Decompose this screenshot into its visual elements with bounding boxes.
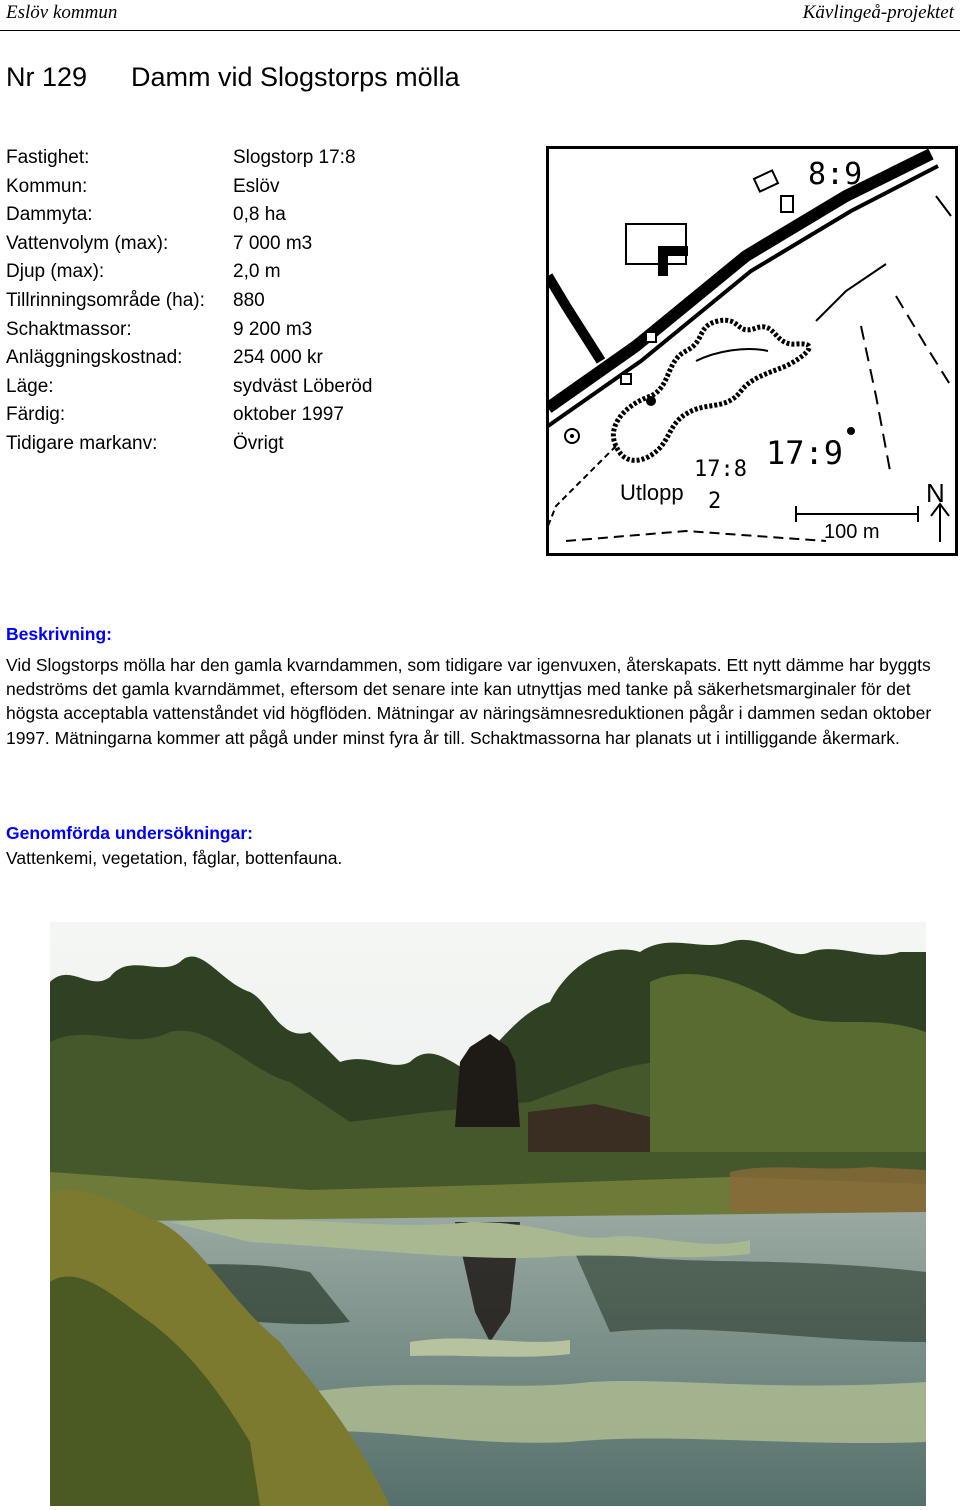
fact-label: Fastighet: (6, 147, 90, 168)
fact-value: 9 200 m3 (233, 318, 313, 340)
map-point (646, 396, 656, 406)
description-text: Vid Slogstorps mölla har den gamla kvarndammen, som tidigare var igenvuxen, återskapats. Ett nytt dämme har byggts nedströms det gamla kvarndämmet, eftersom det senare inte kan utnyttjas med tanke på säkerhetsmarginaler för det högsta acceptabla vattenståndet vid högflöden. Mätningar av näringsämnesreduktionen pågår i dammen sedan oktober 1997. Mätningarna kommer att pågå under minst fyra år till. Schaktmassorna har planats ut i intilliggande åkermark. (6, 655, 932, 748)
fact-value: sydväst Löberöd (233, 375, 373, 397)
pond-photo (50, 922, 926, 1506)
page-title: Damm vid Slogstorps mölla (131, 62, 460, 92)
map-building-small (646, 332, 656, 342)
photo-reeds-right (730, 1167, 926, 1212)
map-parcel-label: 17:9 (766, 434, 844, 472)
fact-label: Tillrinningsområde (ha): (6, 289, 205, 311)
fact-value: oktober 1997 (233, 404, 344, 426)
map-frame (548, 148, 957, 555)
header-project: Kävlingeå-projektet (802, 2, 954, 23)
fact-label: Vattenvolym (max): (6, 232, 169, 254)
header-rule (0, 30, 960, 31)
fact-value: 0,8 ha (233, 204, 286, 226)
fact-label: Schaktmassor: (6, 318, 132, 340)
fact-value: 2,0 m (233, 261, 281, 283)
fact-label: Läge: (6, 375, 54, 397)
fact-value: Slogstorp 17:8 (233, 147, 356, 168)
dam-number: Nr 129 (6, 62, 88, 92)
map-building (626, 224, 686, 264)
description-heading: Beskrivning: (6, 624, 112, 644)
map-well-dot (570, 434, 574, 438)
map-building-small (621, 374, 631, 384)
map-outlet-label: Utlopp (620, 480, 684, 505)
map-north-label: N (926, 478, 945, 508)
fact-value: 254 000 kr (233, 347, 323, 369)
map-parcel-label: 2 (708, 489, 722, 514)
fact-value: 7 000 m3 (233, 232, 313, 254)
fact-label: Tidigare markanv: (6, 432, 158, 454)
site-map (546, 146, 958, 556)
map-building-small (781, 196, 793, 212)
fact-value: Eslöv (233, 175, 280, 197)
fact-label: Djup (max): (6, 261, 105, 283)
fact-label: Anläggningskostnad: (6, 347, 183, 369)
map-scale-label: 100 m (824, 521, 880, 543)
header-municipality: Eslöv kommun (6, 2, 118, 23)
fact-label: Dammyta: (6, 204, 93, 226)
fact-label: Kommun: (6, 175, 88, 197)
fact-value: Övrigt (233, 432, 284, 454)
map-point (847, 427, 855, 435)
photo-algae (310, 1381, 926, 1443)
surveys-text: Vattenkemi, vegetation, fåglar, bottenfauna. (6, 848, 343, 868)
surveys-heading: Genomförda undersökningar: (6, 823, 253, 843)
map-parcel-label: 17:8 (694, 457, 747, 482)
fact-label: Färdig: (6, 404, 66, 426)
fact-value: 880 (233, 289, 265, 311)
map-parcel-label: 8:9 (808, 157, 863, 192)
